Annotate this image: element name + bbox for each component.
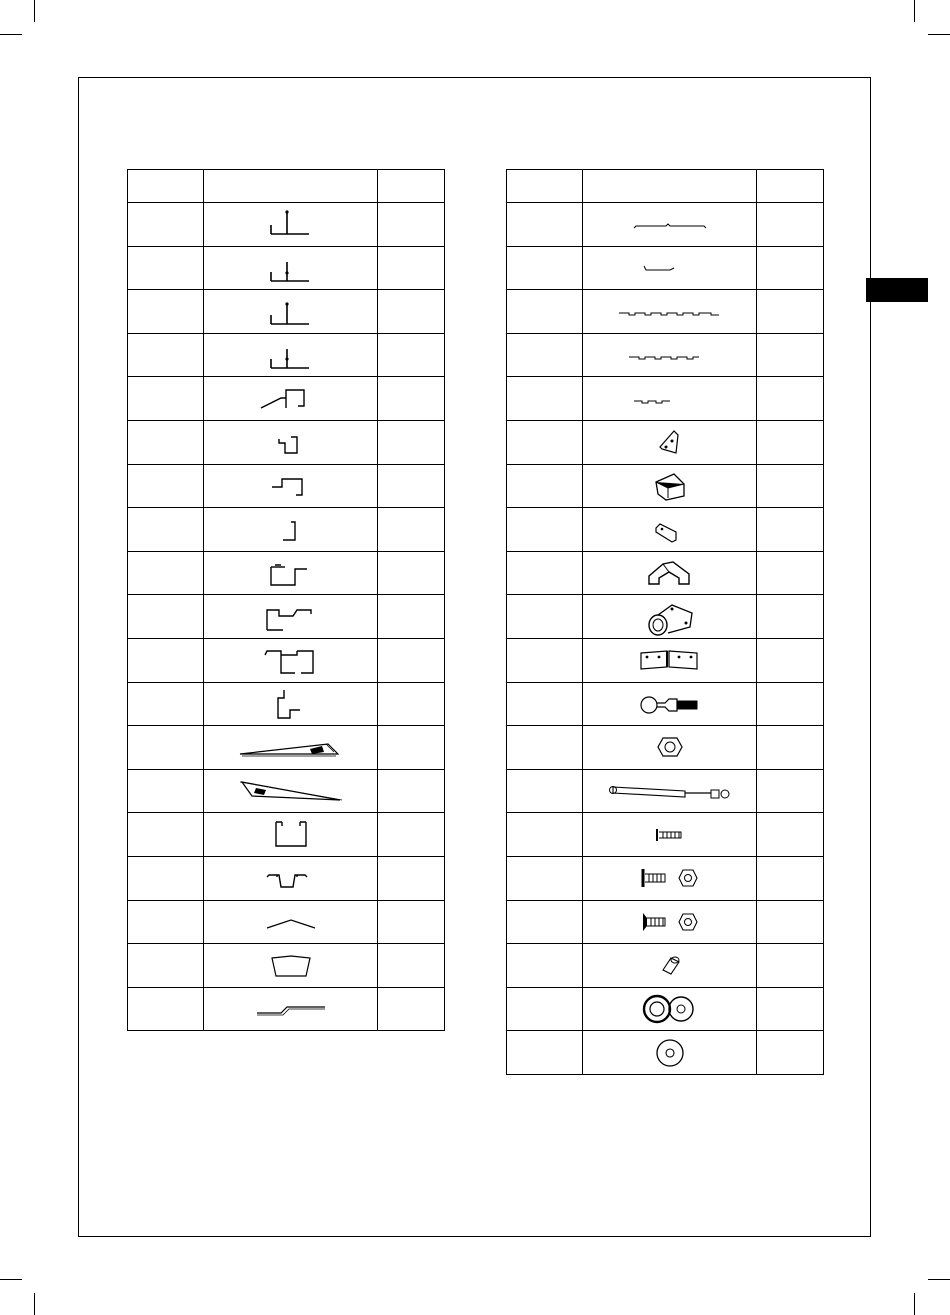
small-plate-bracket-icon	[650, 514, 690, 544]
table-row	[507, 246, 824, 290]
quantity-cell	[757, 1031, 824, 1075]
part-number-cell	[128, 813, 204, 857]
table-row	[128, 900, 445, 944]
table-row	[507, 203, 824, 247]
part-number-cell	[128, 377, 204, 421]
part-number-cell	[128, 726, 204, 770]
quantity-cell	[757, 595, 824, 639]
trapezoid-plate-icon	[266, 950, 316, 980]
part-number-cell	[507, 726, 583, 770]
quantity-cell	[378, 769, 445, 813]
part-illustration-cell	[583, 900, 757, 944]
angle-profile-icon	[261, 294, 321, 328]
part-illustration-cell	[204, 638, 378, 682]
crop-mark	[928, 1279, 950, 1280]
quantity-cell	[757, 900, 824, 944]
part-illustration-cell	[204, 246, 378, 290]
pipe-flange-icon	[642, 597, 698, 637]
quantity-cell	[378, 987, 445, 1031]
part-number-cell	[507, 246, 583, 290]
part-number-cell	[507, 420, 583, 464]
grommet-pair-icon	[640, 992, 700, 1026]
table-row	[507, 464, 824, 508]
quantity-cell	[757, 203, 824, 247]
part-illustration-cell	[204, 944, 378, 988]
part-number-cell	[507, 638, 583, 682]
part-illustration-cell	[204, 595, 378, 639]
quantity-cell	[378, 551, 445, 595]
table-row	[128, 203, 445, 247]
table-row	[507, 726, 824, 770]
table-row	[507, 944, 824, 988]
flat-strip-icon	[251, 999, 331, 1019]
part-illustration-cell	[583, 595, 757, 639]
angle-profile-icon	[261, 338, 321, 372]
quantity-cell	[757, 420, 824, 464]
part-illustration-cell	[204, 856, 378, 900]
quantity-cell	[757, 856, 824, 900]
part-number-cell	[128, 333, 204, 377]
quantity-cell	[378, 813, 445, 857]
header-illustration	[204, 170, 378, 203]
quantity-cell	[757, 813, 824, 857]
angle-profile-icon	[261, 207, 321, 241]
omega-profile-icon	[261, 863, 321, 893]
hat-channel-profile-icon	[261, 600, 321, 634]
part-number-cell	[507, 203, 583, 247]
part-illustration-cell	[583, 464, 757, 508]
offset-profile-icon	[266, 686, 316, 722]
quantity-cell	[757, 769, 824, 813]
quantity-cell	[757, 377, 824, 421]
part-illustration-cell	[204, 203, 378, 247]
quantity-cell	[378, 595, 445, 639]
table-row	[128, 769, 445, 813]
table-row	[507, 290, 824, 334]
part-number-cell	[128, 290, 204, 334]
crop-mark	[914, 0, 915, 22]
table-row	[128, 290, 445, 334]
part-illustration-cell	[204, 508, 378, 552]
part-number-cell	[128, 769, 204, 813]
gas-strut-icon	[605, 778, 735, 804]
parts-table-right	[506, 169, 824, 1075]
short-notched-rail-icon	[630, 389, 710, 409]
gable-panel-left-icon	[236, 776, 346, 806]
quantity-cell	[757, 551, 824, 595]
table-header-row	[507, 170, 824, 203]
part-number-cell	[507, 377, 583, 421]
part-number-cell	[507, 508, 583, 552]
table-row	[128, 813, 445, 857]
part-illustration-cell	[583, 508, 757, 552]
part-illustration-cell	[583, 987, 757, 1031]
table-row	[507, 900, 824, 944]
table-row	[128, 464, 445, 508]
part-illustration-cell	[583, 813, 757, 857]
long-notched-rail-icon	[615, 301, 725, 321]
ridge-cap-profile-icon	[261, 910, 321, 934]
section-tab	[866, 278, 928, 302]
parts-table-left	[127, 169, 445, 1031]
table-row	[128, 420, 445, 464]
part-number-cell	[507, 769, 583, 813]
quantity-cell	[378, 420, 445, 464]
table-row	[128, 333, 445, 377]
part-illustration-cell	[583, 551, 757, 595]
quantity-cell	[378, 290, 445, 334]
part-illustration-cell	[204, 420, 378, 464]
part-illustration-cell	[204, 333, 378, 377]
part-illustration-cell	[583, 203, 757, 247]
medium-notched-rail-icon	[625, 345, 715, 365]
quantity-cell	[378, 464, 445, 508]
table-row	[128, 726, 445, 770]
gable-panel-right-icon	[236, 732, 346, 762]
table-row	[507, 682, 824, 726]
table-row	[507, 595, 824, 639]
part-number-cell	[128, 900, 204, 944]
part-number-cell	[507, 900, 583, 944]
table-row	[128, 856, 445, 900]
part-illustration-cell	[583, 246, 757, 290]
screw-icon	[653, 825, 687, 845]
part-illustration-cell	[204, 900, 378, 944]
header-number	[128, 170, 204, 203]
crop-mark	[928, 34, 950, 35]
table-row	[128, 551, 445, 595]
part-number-cell	[507, 682, 583, 726]
corner-bracket-icon	[650, 425, 690, 459]
table-row	[128, 508, 445, 552]
part-number-cell	[128, 203, 204, 247]
header-number	[507, 170, 583, 203]
part-number-cell	[507, 856, 583, 900]
part-illustration-cell	[204, 551, 378, 595]
table-row	[128, 595, 445, 639]
part-illustration-cell	[204, 987, 378, 1031]
table-row	[128, 246, 445, 290]
l-bracket-profile-icon	[271, 514, 311, 544]
quantity-cell	[757, 464, 824, 508]
box-channel-profile-icon	[266, 818, 316, 852]
part-number-cell	[507, 1031, 583, 1075]
quantity-cell	[378, 508, 445, 552]
part-number-cell	[128, 246, 204, 290]
bolt-and-nut-icon	[635, 865, 705, 891]
part-illustration-cell	[583, 377, 757, 421]
part-illustration-cell	[583, 290, 757, 334]
crop-mark	[0, 34, 22, 35]
part-illustration-cell	[583, 682, 757, 726]
table-row	[507, 813, 824, 857]
table-row	[507, 856, 824, 900]
corner-connector-icon	[645, 556, 695, 590]
quantity-cell	[757, 333, 824, 377]
washer-icon	[653, 1036, 687, 1070]
quantity-cell	[378, 726, 445, 770]
part-illustration-cell	[583, 944, 757, 988]
bushing-icon	[655, 952, 685, 978]
angle-profile-icon	[261, 251, 321, 285]
rail-profile-icon	[630, 214, 710, 234]
quantity-cell	[378, 682, 445, 726]
crop-mark	[0, 1279, 22, 1280]
part-illustration-cell	[583, 769, 757, 813]
part-number-cell	[128, 987, 204, 1031]
small-channel-profile-icon	[271, 427, 311, 457]
part-illustration-cell	[204, 726, 378, 770]
crop-mark	[34, 0, 35, 22]
part-illustration-cell	[583, 333, 757, 377]
part-number-cell	[128, 551, 204, 595]
short-rail-profile-icon	[630, 258, 710, 278]
quantity-cell	[378, 203, 445, 247]
part-number-cell	[507, 987, 583, 1031]
quantity-cell	[757, 682, 824, 726]
table-row	[507, 333, 824, 377]
part-illustration-cell	[204, 290, 378, 334]
quantity-cell	[757, 638, 824, 682]
table-row	[128, 944, 445, 988]
table-row	[128, 987, 445, 1031]
table-row	[128, 682, 445, 726]
quantity-cell	[378, 856, 445, 900]
part-illustration-cell	[204, 769, 378, 813]
header-quantity	[378, 170, 445, 203]
part-illustration-cell	[583, 1031, 757, 1075]
part-number-cell	[507, 333, 583, 377]
part-number-cell	[507, 595, 583, 639]
double-channel-profile-icon	[261, 643, 321, 677]
quantity-cell	[378, 638, 445, 682]
quantity-cell	[757, 944, 824, 988]
part-illustration-cell	[204, 682, 378, 726]
part-illustration-cell	[583, 638, 757, 682]
u-channel-profile-icon	[261, 557, 321, 589]
part-number-cell	[128, 464, 204, 508]
quantity-cell	[757, 987, 824, 1031]
header-illustration	[583, 170, 757, 203]
table-row	[507, 377, 824, 421]
part-number-cell	[128, 682, 204, 726]
table-row	[507, 508, 824, 552]
part-number-cell	[507, 813, 583, 857]
quantity-cell	[757, 290, 824, 334]
corner-cap-icon	[650, 468, 690, 504]
table-row	[507, 987, 824, 1031]
table-row	[507, 769, 824, 813]
table-header-row	[128, 170, 445, 203]
quantity-cell	[378, 333, 445, 377]
part-illustration-cell	[204, 813, 378, 857]
part-illustration-cell	[583, 856, 757, 900]
part-illustration-cell	[204, 464, 378, 508]
part-number-cell	[128, 856, 204, 900]
step-bracket-profile-icon	[256, 384, 326, 414]
part-number-cell	[128, 944, 204, 988]
part-illustration-cell	[583, 726, 757, 770]
part-number-cell	[507, 944, 583, 988]
quantity-cell	[757, 246, 824, 290]
ball-stud-icon	[635, 689, 705, 719]
part-number-cell	[128, 420, 204, 464]
table-row	[128, 377, 445, 421]
part-number-cell	[128, 638, 204, 682]
quantity-cell	[378, 246, 445, 290]
quantity-cell	[378, 900, 445, 944]
quantity-cell	[757, 508, 824, 552]
table-row	[507, 420, 824, 464]
quantity-cell	[378, 377, 445, 421]
hex-nut-icon	[655, 732, 685, 762]
table-row	[128, 638, 445, 682]
header-quantity	[757, 170, 824, 203]
table-row	[507, 551, 824, 595]
countersunk-bolt-and-nut-icon	[635, 909, 705, 935]
part-illustration-cell	[583, 420, 757, 464]
part-number-cell	[507, 551, 583, 595]
z-bracket-profile-icon	[266, 471, 316, 501]
part-number-cell	[507, 290, 583, 334]
part-number-cell	[128, 508, 204, 552]
quantity-cell	[378, 944, 445, 988]
part-number-cell	[507, 464, 583, 508]
crop-mark	[914, 1293, 915, 1315]
part-number-cell	[128, 595, 204, 639]
hinge-icon	[635, 645, 705, 675]
table-row	[507, 1031, 824, 1075]
table-row	[507, 638, 824, 682]
crop-mark	[34, 1293, 35, 1315]
part-illustration-cell	[204, 377, 378, 421]
quantity-cell	[757, 726, 824, 770]
